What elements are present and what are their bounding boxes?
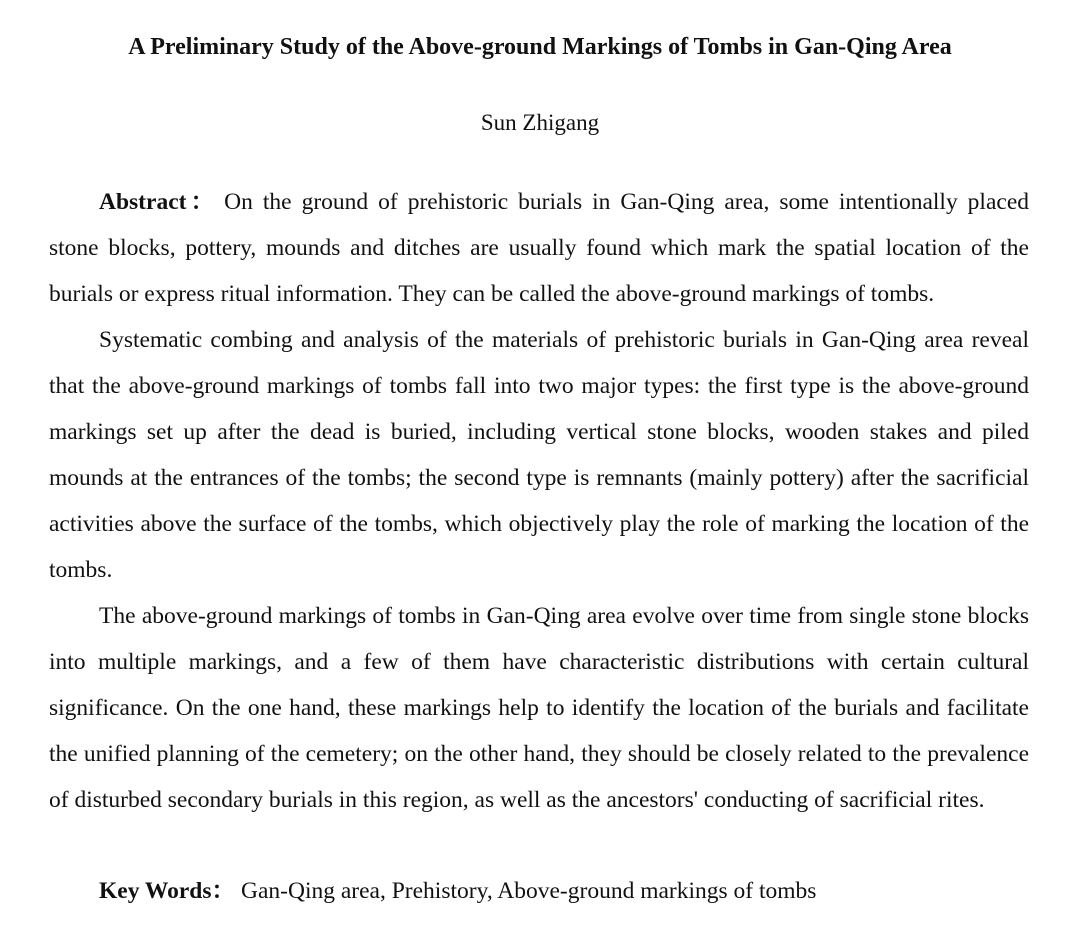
keywords-label: Key Words	[99, 878, 212, 904]
keywords-colon: ：	[211, 878, 236, 904]
keywords-text: Gan-Qing area, Prehistory, Above-ground markings of tombs	[241, 878, 817, 904]
abstract-paragraph-3: The above-ground markings of tombs in Gan-Qing area evolve over time from single stone blocks into multiple markings, and a few of them have characteristic distributions with certain cultural significance. On the one hand, these markings help to identify the location of the burials and facilitate the unified planning of the cemetery; on the other hand, they should be closely related to the prevalence of disturbed secondary burials in this region, as well as the ancestors' conducting of sacrificial rites.	[49, 603, 1029, 813]
keywords-line	[49, 868, 1029, 914]
abstract-body	[49, 179, 1029, 823]
abstract-label: Abstract	[99, 189, 187, 215]
abstract-paragraph-1	[49, 179, 1029, 317]
paper-title: A Preliminary Study of the Above-ground Markings of Tombs in Gan-Qing Area	[128, 34, 952, 60]
author-name: Sun Zhigang	[480, 110, 600, 135]
abstract-colon: ：	[186, 189, 219, 215]
abstract-paragraph-2: Systematic combing and analysis of the materials of prehistoric burials in Gan-Qing area reveal that the above-ground markings of tombs fall into two major types: the first type is the above-ground markings set up after the dead is buried, including vertical stone blocks, wooden stakes and piled mounds at the entrances of the tombs; the second type is remnants (mainly pottery) after the sacrificial activities above the surface of the tombs, which objectively play the role of marking the location of the tombs.	[49, 327, 1029, 583]
paragraph-text: On the ground of prehistoric burials in Gan-Qing area, some intentionally placed stone blocks, pottery, mounds and ditches are usually found which mark the spatial location of the burials or express ritual information. They can be called the above-ground markings of tombs.	[49, 189, 1029, 307]
